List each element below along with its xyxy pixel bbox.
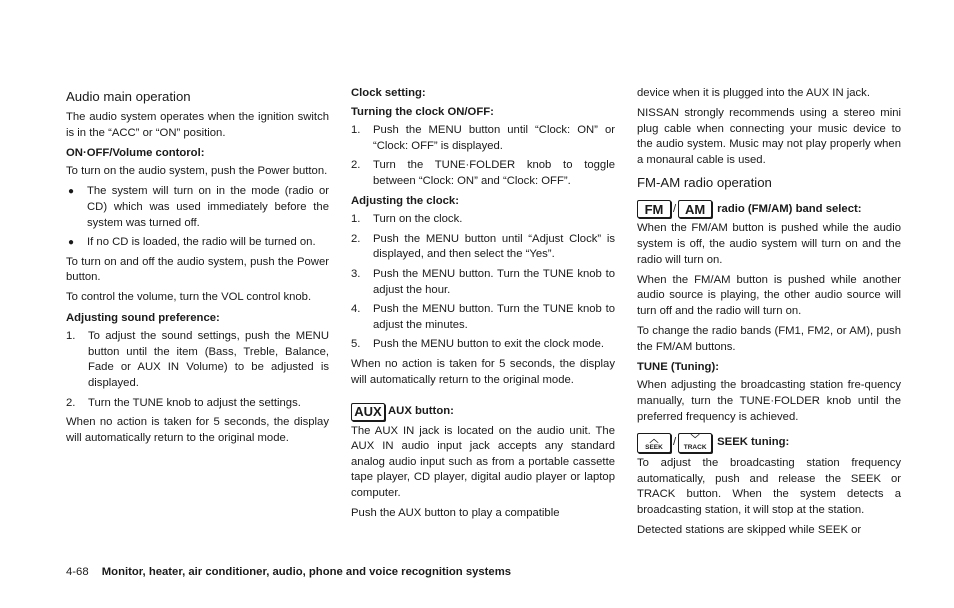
paragraph: Detected stations are skipped while SEEK or <box>637 523 862 536</box>
paragraph: To control the volume, turn the VOL control knob. <box>66 291 312 304</box>
fm-key-icon: FM <box>637 200 671 218</box>
paragraph: device when it is plugged into the AUX IN jack. <box>637 87 870 99</box>
subheading-turning-clock: Turning the clock ON/OFF: <box>351 105 494 118</box>
aux-button-heading: AUX AUX button: <box>351 403 615 421</box>
seek-key-icon: ︿ SEEK <box>637 433 671 453</box>
list-item: 2. Turn the TUNE·FOLDER knob to toggle between “Clock: ON” and “Clock: OFF”. <box>351 159 615 187</box>
paragraph: NISSAN strongly recommends using a stereo mini plug cable when connecting your music device to the audio system. Music may not play properly when a monaural cable is used. <box>637 107 901 166</box>
column-2 <box>351 86 615 526</box>
numbered-list <box>351 212 615 353</box>
aux-key-icon: AUX <box>351 403 385 421</box>
paragraph: The AUX IN jack is located on the audio unit. The AUX IN audio input jack accepts any standard analog audio input such as from a portable cassette tape player, CD player, digital audio player or laptop computer. <box>351 424 615 499</box>
paragraph: To change the radio bands (FM1, FM2, or AM), push the FM/AM buttons. <box>637 325 901 353</box>
list-item: 5. Push the MENU button to exit the clock mode. <box>351 338 605 351</box>
paragraph: When no action is taken for 5 seconds, the display will automatically return to the original mode. <box>351 357 615 386</box>
column-1 <box>66 86 329 451</box>
section-title-fm-am-radio: FM-AM radio operation <box>637 175 772 191</box>
list-item: ● If no CD is loaded, the radio will be turned on. <box>66 235 329 251</box>
list-item: 4. Push the MENU button. Turn the TUNE knob to adjust the minutes. <box>351 303 615 331</box>
list-item: 1. Push the MENU button until “Clock: ON” or “Clock: OFF” is displayed. <box>351 124 615 152</box>
paragraph: To adjust the broadcasting station frequency automatically, push and release the SEEK or TRACK button. When the system detects a broadcasting station, it will stop at the station. <box>637 457 901 516</box>
subheading-tune: TUNE (Tuning): <box>637 360 719 373</box>
page-footer <box>66 565 511 579</box>
subheading-on-off-volume: ON·OFF/Volume contorol: <box>66 146 205 159</box>
list-item: ● The system will turn on in the mode (radio or CD) which was used immediately before the system was turned off. <box>68 185 329 229</box>
paragraph: When adjusting the broadcasting station fre-quency manually, turn the TUNE·FOLDER knob until the preferred frequency is achieved. <box>637 379 901 423</box>
track-key-icon: ﹀ TRACK <box>678 433 712 453</box>
subheading-adjusting-clock: Adjusting the clock: <box>351 194 459 207</box>
chevron-up-icon: ︿ <box>649 434 659 445</box>
page-number: 4-68 <box>66 566 89 578</box>
fm-am-band-heading: FM / AM radio (FM/AM) band select: <box>637 200 901 218</box>
paragraph: Push the AUX button to play a compatible <box>351 507 560 520</box>
paragraph: To turn on the audio system, push the Power button. <box>66 165 328 178</box>
subheading-clock-setting: Clock setting: <box>351 87 426 99</box>
seek-tuning-heading: ︿ SEEK / ﹀ TRACK SEEK tuning: <box>637 433 901 453</box>
paragraph: To turn on and off the audio system, push the Power button. <box>66 255 329 284</box>
subheading-adjusting-sound: Adjusting sound preference: <box>66 311 220 324</box>
bullet-list <box>66 184 329 250</box>
paragraph: When the FM/AM button is pushed while another audio source is playing, the other audio source will turn off and the radio will turn on. <box>637 273 901 317</box>
chapter-title: Monitor, heater, air conditioner, audio, phone and voice recognition systems <box>101 566 512 578</box>
numbered-list <box>351 123 615 189</box>
bullet-icon: ● <box>68 186 75 198</box>
list-item: 1. Turn on the clock. <box>351 213 463 226</box>
list-item: 2. Push the MENU button until “Adjust Clock” is displayed, and then select the “Yes”. <box>351 232 615 261</box>
column-3 <box>637 86 901 543</box>
bullet-icon: ● <box>68 237 75 249</box>
section-title-audio-main-operation: Audio main operation <box>66 89 191 104</box>
am-key-icon: AM <box>678 200 712 218</box>
list-item: 1. To adjust the sound settings, push the MENU button until the item (Bass, Treble, Balance, Fade or AUX IN Volume) to be adjusted is displayed. <box>66 330 329 389</box>
numbered-list <box>66 329 329 411</box>
paragraph: The audio system operates when the ignition switch is in the “ACC” or “ON” position. <box>66 111 329 139</box>
chevron-down-icon: ﹀ <box>690 434 700 445</box>
list-item: 3. Push the MENU button. Turn the TUNE knob to adjust the hour. <box>351 267 615 296</box>
list-item: 2. Turn the TUNE knob to adjust the settings. <box>66 396 301 409</box>
paragraph: When the FM/AM button is pushed while the audio system is off, the audio system will turn on and the radio will turn on. <box>637 222 901 266</box>
paragraph: When no action is taken for 5 seconds, the display will automatically return to the original mode. <box>66 416 329 444</box>
